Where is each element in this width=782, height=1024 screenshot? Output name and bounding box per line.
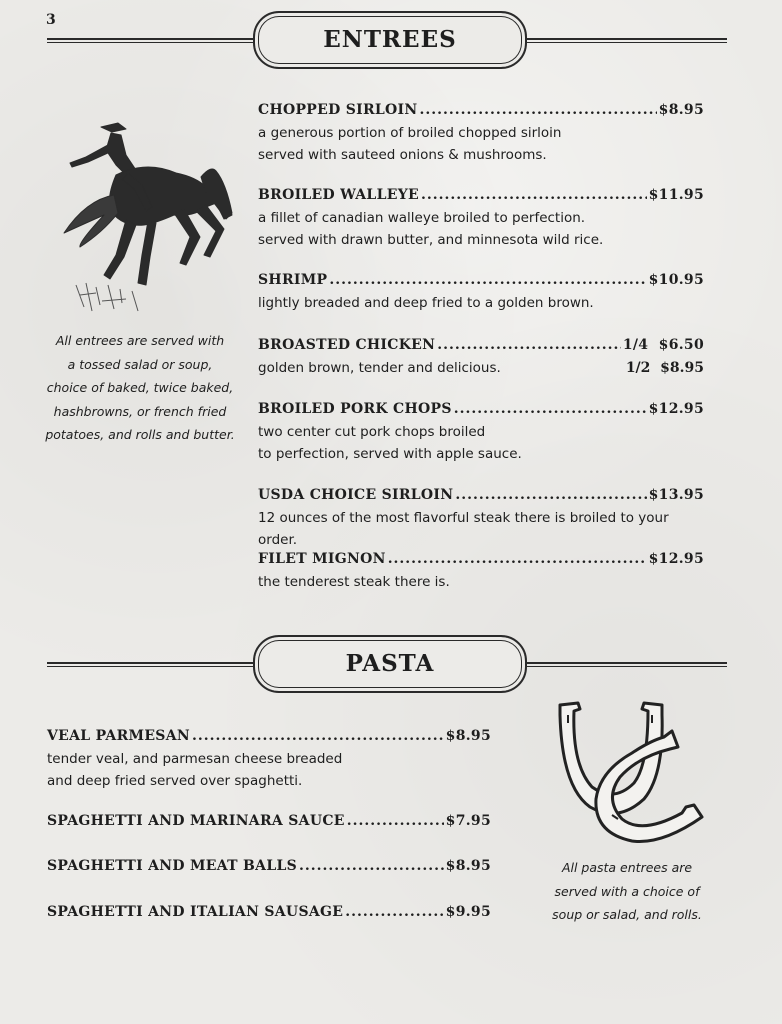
item-name: SPAGHETTI AND ITALIAN SAUSAGE — [47, 904, 344, 920]
pasta-title: PASTA — [345, 650, 435, 677]
header-plaque — [253, 635, 527, 693]
item-price: $8.95 — [658, 102, 704, 118]
cowboy-on-horse-icon — [56, 115, 236, 315]
item-name: SPAGHETTI AND MARINARA SAUCE — [47, 813, 345, 829]
item-name: USDA CHOICE SIRLOIN — [258, 487, 454, 503]
item-name: CHOPPED SIRLOIN — [258, 102, 418, 118]
item-price: $12.95 — [648, 401, 704, 417]
menu-item — [258, 337, 704, 379]
item-price: $12.95 — [648, 551, 704, 567]
page-number: 3 — [46, 12, 56, 28]
menu-item — [47, 813, 491, 829]
menu-item — [258, 401, 704, 465]
item-name: BROILED WALLEYE — [258, 187, 419, 203]
item-price: $10.95 — [648, 272, 704, 288]
item-description: a fillet of canadian walleye broiled to perfection. served with drawn butter, and minnesota wild rice. — [258, 210, 604, 248]
note-line: served with a choice of — [554, 883, 700, 899]
item-description: 12 ounces of the most flavorful steak there is broiled to your order. — [258, 510, 669, 548]
item-description: lightly breaded and deep fried to a golden brown. — [258, 295, 594, 311]
note-line: potatoes, and rolls and butter. — [45, 427, 235, 442]
menu-item — [47, 728, 491, 792]
item-price: 1/2 $8.95 — [625, 360, 704, 376]
note-line: a tossed salad or soup, — [67, 356, 213, 372]
item-name: BROASTED CHICKEN — [258, 337, 436, 353]
item-price: 1/4 $6.50 — [622, 337, 704, 353]
item-price: $8.95 — [445, 728, 491, 744]
horseshoes-icon — [552, 695, 717, 850]
item-description: the tenderest steak there is. — [258, 574, 450, 590]
menu-item — [258, 187, 704, 251]
item-price: $13.95 — [648, 487, 704, 503]
item-name: SPAGHETTI AND MEAT BALLS — [47, 858, 298, 874]
item-price: $9.95 — [445, 904, 491, 920]
item-description: a generous portion of broiled chopped sirloin served with sauteed onions & mushrooms. — [258, 125, 562, 163]
item-price: $7.95 — [445, 813, 491, 829]
entrees-note — [40, 329, 240, 447]
item-description: golden brown, tender and delicious. 1/2 $8.95 — [258, 357, 704, 379]
note-line: choice of baked, twice baked, — [46, 380, 234, 395]
item-name: SHRIMP — [258, 272, 328, 288]
pasta-note — [542, 856, 712, 927]
note-line: All pasta entrees are — [561, 860, 693, 875]
menu-item — [258, 487, 704, 551]
note-line: All entrees are served with — [55, 333, 225, 348]
header-plaque — [253, 11, 527, 69]
item-description: tender veal, and parmesan cheese breaded and deep fried served over spaghetti. — [47, 751, 343, 789]
item-price: $11.95 — [648, 187, 704, 203]
note-line: hashbrowns, or french fried — [53, 403, 227, 419]
entrees-header — [47, 11, 727, 69]
item-description: two center cut pork chops broiled to perfection, served with apple sauce. — [258, 424, 522, 462]
pasta-header — [47, 635, 727, 693]
menu-item — [258, 102, 704, 166]
item-name: VEAL PARMESAN — [47, 728, 190, 744]
entrees-title: ENTREES — [323, 26, 457, 53]
menu-item — [47, 904, 491, 920]
menu-item — [258, 272, 704, 314]
item-name: BROILED PORK CHOPS — [258, 401, 452, 417]
menu-item — [258, 551, 704, 593]
item-price: $8.95 — [445, 858, 491, 874]
note-line: soup or salad, and rolls. — [552, 907, 702, 922]
menu-item — [47, 858, 491, 874]
item-name: FILET MIGNON — [258, 551, 386, 567]
